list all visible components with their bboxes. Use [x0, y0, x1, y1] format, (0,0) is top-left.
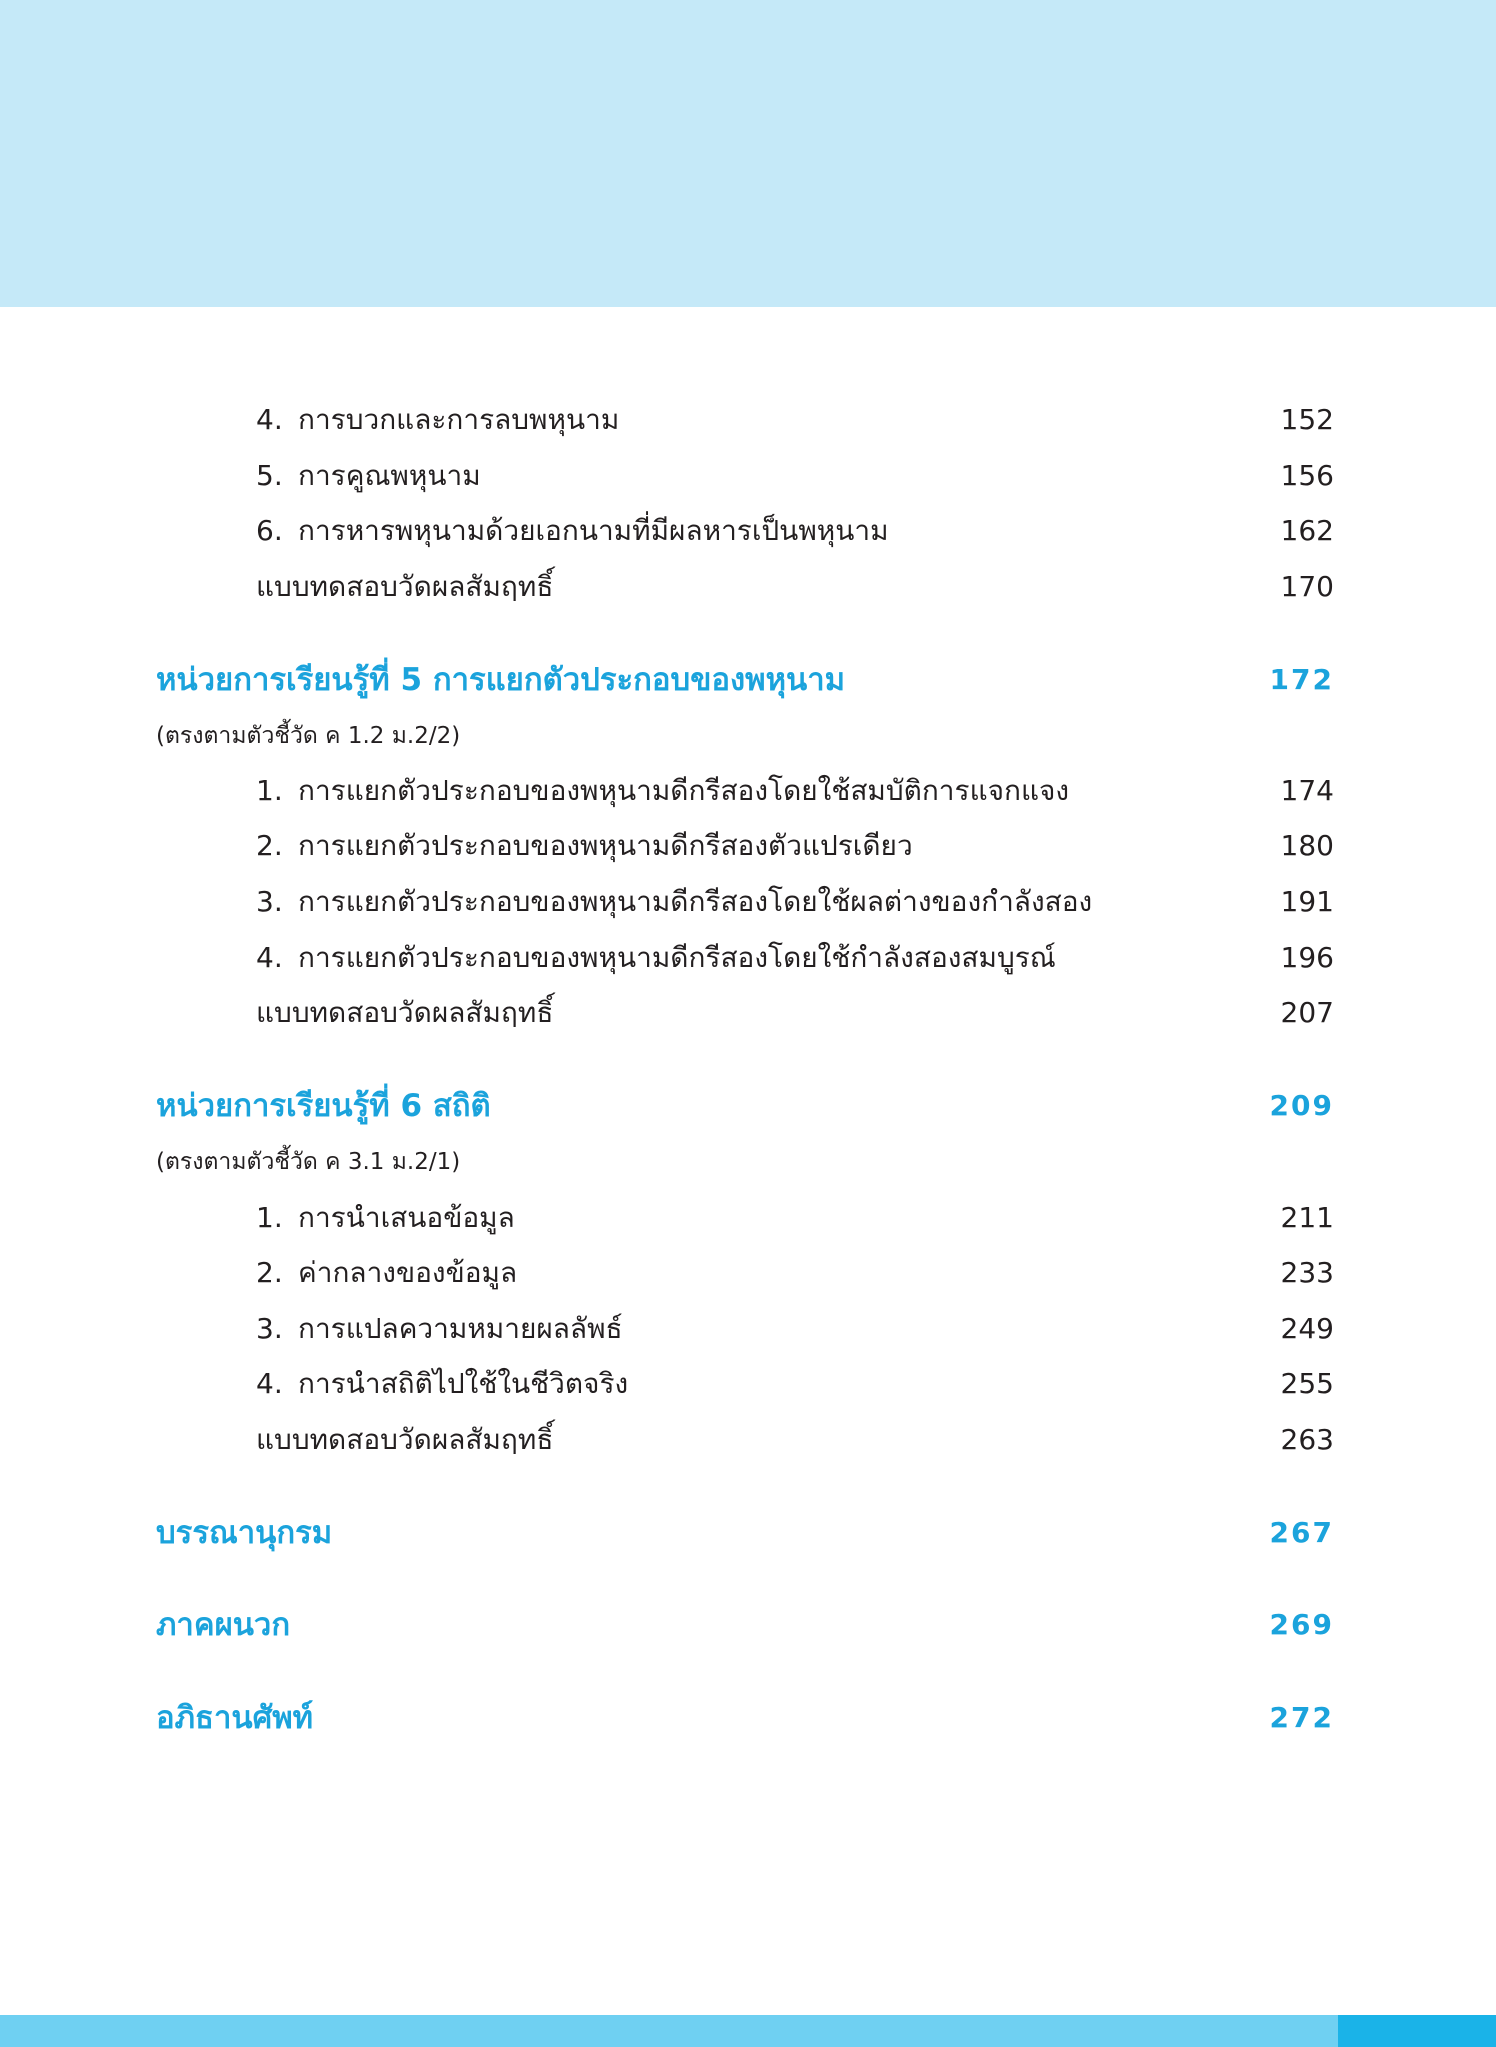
item-number: 4.	[256, 403, 283, 436]
item-title: การบวกและการลบพหุนาม	[298, 403, 620, 436]
unit-6-page: 209	[1269, 1089, 1334, 1122]
appendix-page: 269	[1269, 1608, 1334, 1641]
item-title: แบบทดสอบวัดผลสัมฤทธิ์	[256, 570, 554, 603]
item-title: การแปลความหมายผลลัพธ์	[298, 1312, 623, 1345]
item-title: การแยกตัวประกอบของพหุนามดีกรีสองตัวแปรเดียว	[298, 829, 913, 862]
toc-item[interactable]	[256, 1309, 623, 1349]
unit-6-heading[interactable]: หน่วยการเรียนรู้ที่ 6 สถิติ	[156, 1088, 491, 1124]
item-title: แบบทดสอบวัดผลสัมฤทธิ์	[256, 996, 554, 1029]
item-title: การคูณพหุนาม	[298, 459, 481, 492]
item-number: 4.	[256, 1367, 283, 1400]
item-title: ค่ากลางของข้อมูล	[298, 1256, 518, 1289]
item-number: 1.	[256, 1201, 283, 1234]
item-page: 255	[1280, 1367, 1334, 1400]
item-number: 4.	[256, 941, 283, 974]
toc-item[interactable]	[256, 938, 1056, 978]
unit-5-page: 172	[1269, 663, 1334, 696]
glossary-heading[interactable]: อภิธานศัพท์	[156, 1700, 314, 1736]
toc-item-test[interactable]	[256, 567, 553, 607]
unit-5-indicator: (ตรงตามตัวชี้วัด ค 1.2 ม.2/2)	[156, 723, 461, 749]
item-number: 1.	[256, 774, 283, 807]
footer-band-accent	[1338, 2015, 1496, 2047]
item-number: 3.	[256, 1312, 283, 1345]
item-number: 2.	[256, 829, 283, 862]
item-page: 207	[1280, 996, 1334, 1029]
toc-item-test[interactable]	[256, 993, 553, 1033]
item-page: 233	[1280, 1256, 1334, 1289]
item-number: 2.	[256, 1256, 283, 1289]
bibliography-page: 267	[1269, 1516, 1334, 1549]
item-title: การนำเสนอข้อมูล	[298, 1201, 515, 1234]
bibliography-heading[interactable]: บรรณานุกรม	[156, 1515, 333, 1551]
toc-item[interactable]	[256, 400, 619, 440]
toc-item[interactable]	[256, 1198, 515, 1238]
item-number: 3.	[256, 885, 283, 918]
item-title: การแยกตัวประกอบของพหุนามดีกรีสองโดยใช้กำลังสองสมบูรณ์	[298, 941, 1056, 974]
item-page: 211	[1280, 1201, 1334, 1234]
toc-item-test[interactable]	[256, 1420, 553, 1460]
toc-item[interactable]	[256, 826, 913, 866]
toc-item[interactable]	[256, 456, 481, 496]
item-page: 196	[1280, 941, 1334, 974]
appendix-heading[interactable]: ภาคผนวก	[156, 1607, 291, 1643]
footer-band	[0, 2015, 1496, 2047]
toc-item[interactable]	[256, 511, 889, 551]
item-page: 152	[1280, 403, 1334, 436]
item-page: 191	[1280, 885, 1334, 918]
item-title: การแยกตัวประกอบของพหุนามดีกรีสองโดยใช้สมบัติการแจกแจง	[298, 774, 1070, 807]
item-title: การแยกตัวประกอบของพหุนามดีกรีสองโดยใช้ผลต่างของกำลังสอง	[298, 885, 1093, 918]
item-number: 6.	[256, 514, 283, 547]
item-page: 156	[1280, 459, 1334, 492]
toc-item[interactable]	[256, 1364, 628, 1404]
item-page: 170	[1280, 570, 1334, 603]
item-title: แบบทดสอบวัดผลสัมฤทธิ์	[256, 1423, 554, 1456]
item-page: 174	[1280, 774, 1334, 807]
item-page: 162	[1280, 514, 1334, 547]
item-title: การนำสถิติไปใช้ในชีวิตจริง	[298, 1367, 629, 1400]
glossary-page: 272	[1269, 1701, 1334, 1734]
item-title: การหารพหุนามด้วยเอกนามที่มีผลหารเป็นพหุนาม	[298, 514, 889, 547]
item-page: 249	[1280, 1312, 1334, 1345]
toc-item[interactable]	[256, 771, 1069, 811]
toc-item[interactable]	[256, 882, 1092, 922]
item-page: 180	[1280, 829, 1334, 862]
toc-item[interactable]	[256, 1253, 517, 1293]
item-page: 263	[1280, 1423, 1334, 1456]
unit-6-indicator: (ตรงตามตัวชี้วัด ค 3.1 ม.2/1)	[156, 1149, 461, 1175]
unit-5-heading[interactable]: หน่วยการเรียนรู้ที่ 5 การแยกตัวประกอบของพหุนาม	[156, 662, 846, 698]
item-number: 5.	[256, 459, 283, 492]
